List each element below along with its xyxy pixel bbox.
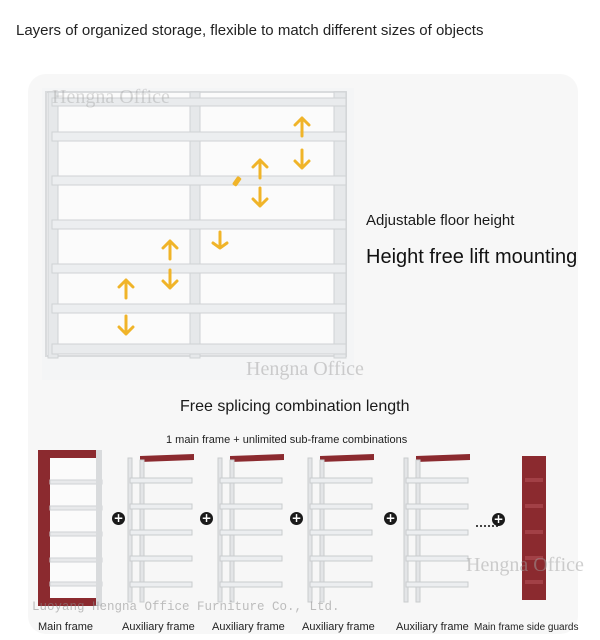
caption-main-frame: Main frame — [38, 621, 94, 633]
section-subtitle: 1 main frame + unlimited sub-frame combinations — [166, 434, 408, 446]
shelf-board — [52, 304, 346, 313]
shelf-board — [52, 220, 346, 229]
plus-icon: + — [291, 511, 302, 525]
company-watermark: Luoyang Hengna Office Furniture Co., Ltd. — [32, 600, 340, 614]
caption-auxiliary-frame: Auxiliary frame — [212, 621, 285, 633]
shelf-board — [52, 176, 346, 185]
plus-icon: + — [493, 512, 504, 526]
section-title: Free splicing combination length — [180, 398, 410, 415]
plus-icon: + — [201, 511, 212, 525]
side-guard-image — [522, 456, 548, 602]
top-caption: Layers of organized storage, flexible to match different sizes of objects — [16, 22, 484, 39]
main-frame-image — [38, 450, 104, 608]
feature-adjustable-height: Adjustable floor height — [366, 212, 515, 229]
shelf-board — [52, 344, 346, 354]
caption-side-guards: Main frame side guards — [474, 622, 579, 633]
plus-icon: + — [113, 511, 124, 525]
feature-free-lift: Height free lift mounting — [366, 246, 578, 268]
brand-watermark: Hengna Office — [466, 554, 584, 576]
auxiliary-frame-image — [402, 454, 472, 604]
auxiliary-frame-image — [126, 454, 196, 604]
shelf-hero-image — [42, 88, 354, 380]
caption-auxiliary-frame: Auxiliary frame — [396, 621, 469, 633]
brand-watermark: Hengna Office — [246, 358, 364, 380]
auxiliary-frame-image — [306, 454, 376, 604]
brand-watermark: Hengna Office — [52, 86, 170, 108]
caption-auxiliary-frame: Auxiliary frame — [122, 621, 195, 633]
shelf-board — [52, 264, 346, 273]
plus-icon: + — [385, 511, 396, 525]
auxiliary-frame-image — [216, 454, 286, 604]
caption-auxiliary-frame: Auxiliary frame — [302, 621, 375, 633]
